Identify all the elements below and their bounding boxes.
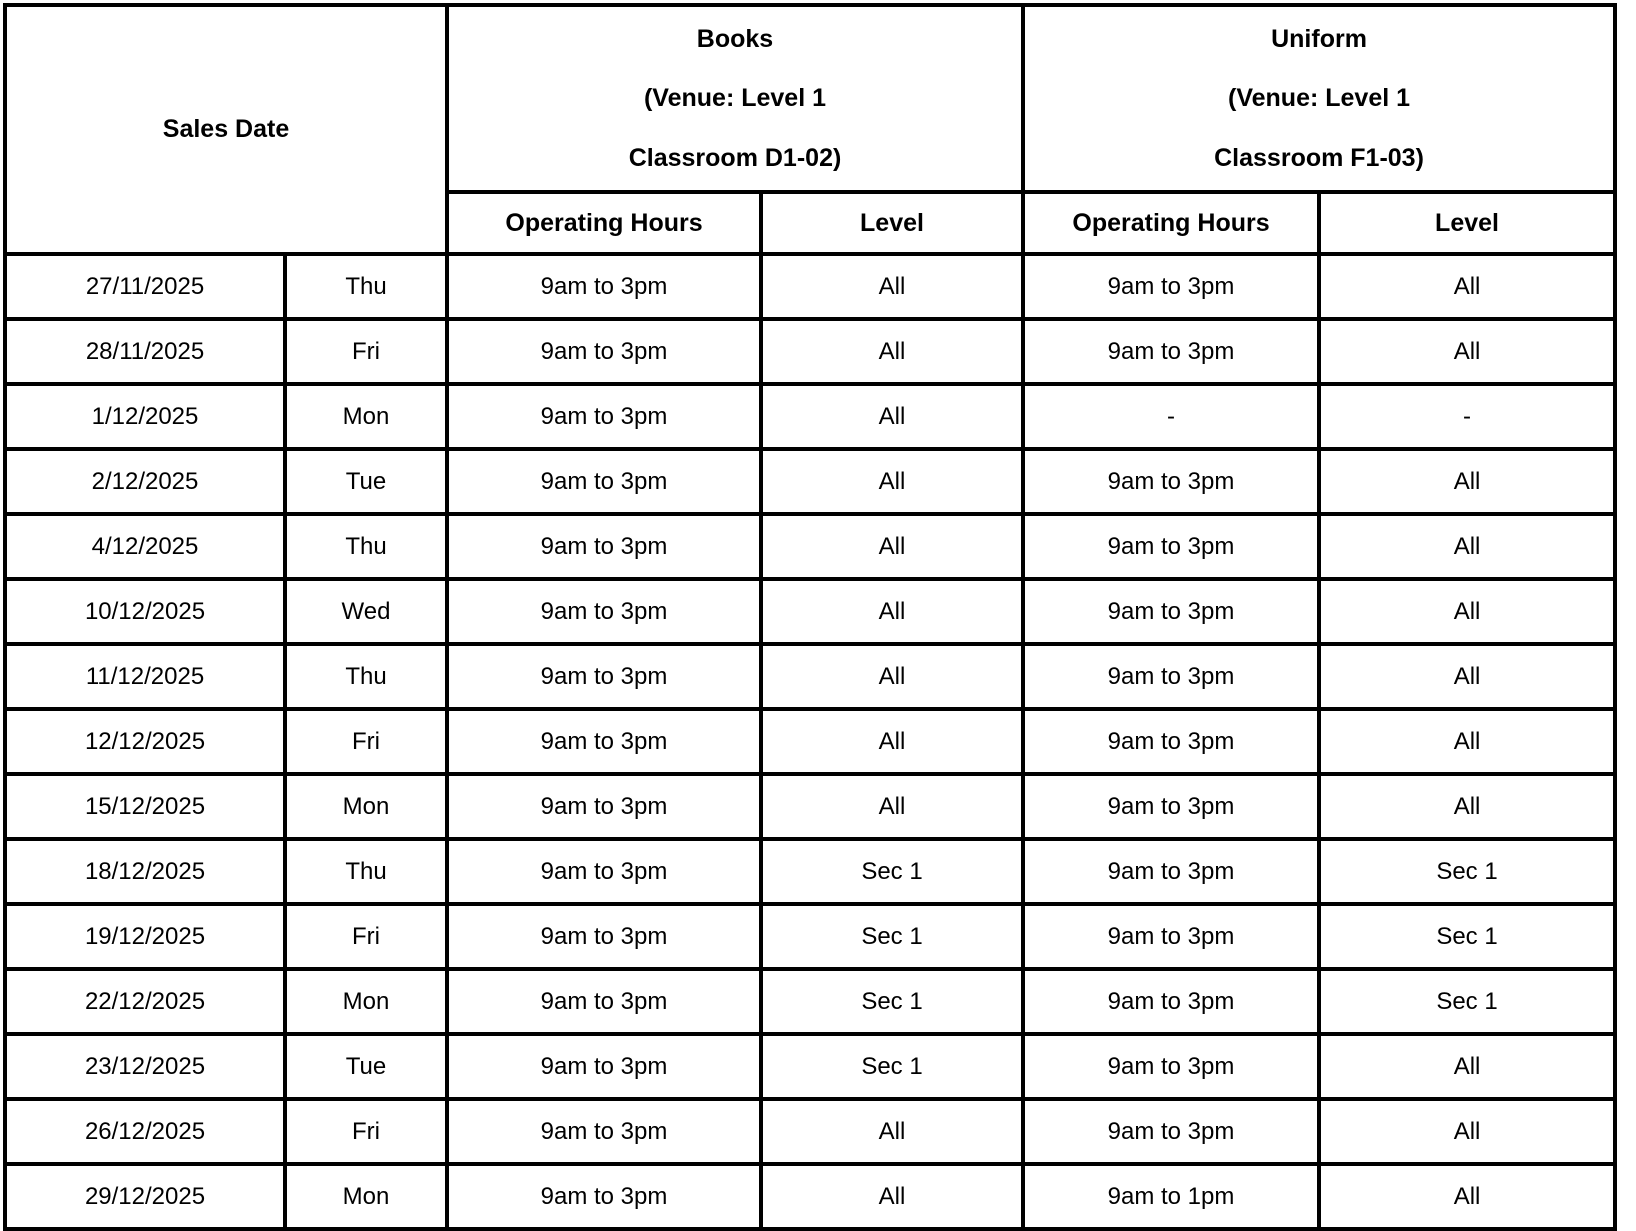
cell-day: Mon <box>285 384 447 449</box>
cell-books-level: Sec 1 <box>761 1034 1023 1099</box>
cell-uniform-operating-hours: 9am to 3pm <box>1023 969 1319 1034</box>
cell-books-operating-hours: 9am to 3pm <box>447 384 761 449</box>
cell-sales-date: 19/12/2025 <box>5 904 285 969</box>
header-sales-date <box>5 5 447 254</box>
cell-day: Tue <box>285 1034 447 1099</box>
cell-uniform-level: All <box>1319 514 1615 579</box>
sales-schedule-table <box>3 3 1617 1231</box>
cell-sales-date: 12/12/2025 <box>5 709 285 774</box>
cell-books-operating-hours: 9am to 3pm <box>447 514 761 579</box>
table-row <box>5 709 1615 774</box>
cell-sales-date: 15/12/2025 <box>5 774 285 839</box>
cell-day: Wed <box>285 579 447 644</box>
cell-books-operating-hours: 9am to 3pm <box>447 1034 761 1099</box>
header-books-operating-hours: Operating Hours <box>447 192 761 254</box>
cell-books-operating-hours: 9am to 3pm <box>447 709 761 774</box>
cell-books-level: All <box>761 644 1023 709</box>
cell-books-level: All <box>761 774 1023 839</box>
cell-sales-date: 23/12/2025 <box>5 1034 285 1099</box>
cell-uniform-operating-hours: - <box>1023 384 1319 449</box>
table-row <box>5 969 1615 1034</box>
cell-books-level: All <box>761 449 1023 514</box>
cell-day: Fri <box>285 1099 447 1164</box>
cell-uniform-level: All <box>1319 644 1615 709</box>
cell-uniform-level: Sec 1 <box>1319 969 1615 1034</box>
cell-books-level: All <box>761 1164 1023 1229</box>
table-row <box>5 514 1615 579</box>
cell-uniform-operating-hours: 9am to 3pm <box>1023 904 1319 969</box>
cell-sales-date: 29/12/2025 <box>5 1164 285 1229</box>
cell-books-operating-hours: 9am to 3pm <box>447 1164 761 1229</box>
cell-sales-date: 4/12/2025 <box>5 514 285 579</box>
cell-uniform-level: All <box>1319 254 1615 319</box>
cell-books-level: All <box>761 709 1023 774</box>
header-group-uniform <box>1023 5 1615 192</box>
table-row <box>5 774 1615 839</box>
table-header <box>5 5 1615 254</box>
table-row <box>5 384 1615 449</box>
cell-sales-date: 26/12/2025 <box>5 1099 285 1164</box>
cell-uniform-operating-hours: 9am to 3pm <box>1023 774 1319 839</box>
cell-uniform-level: - <box>1319 384 1615 449</box>
table-row <box>5 1034 1615 1099</box>
cell-books-operating-hours: 9am to 3pm <box>447 904 761 969</box>
cell-uniform-operating-hours: 9am to 3pm <box>1023 579 1319 644</box>
cell-sales-date: 2/12/2025 <box>5 449 285 514</box>
cell-uniform-operating-hours: 9am to 3pm <box>1023 1099 1319 1164</box>
header-group-books-venue-line2: Classroom D1-02) <box>628 143 842 172</box>
cell-uniform-operating-hours: 9am to 3pm <box>1023 644 1319 709</box>
cell-books-operating-hours: 9am to 3pm <box>447 449 761 514</box>
cell-uniform-level: All <box>1319 319 1615 384</box>
table-row <box>5 904 1615 969</box>
cell-books-level: All <box>761 254 1023 319</box>
cell-day: Fri <box>285 319 447 384</box>
cell-uniform-operating-hours: 9am to 1pm <box>1023 1164 1319 1229</box>
cell-sales-date: 27/11/2025 <box>5 254 285 319</box>
header-uniform-level: Level <box>1319 192 1615 254</box>
header-group-uniform-venue-line2: Classroom F1-03) <box>1214 143 1424 172</box>
table-body <box>5 254 1615 1229</box>
table-row <box>5 1099 1615 1164</box>
header-uniform-operating-hours: Operating Hours <box>1023 192 1319 254</box>
cell-sales-date: 10/12/2025 <box>5 579 285 644</box>
cell-day: Fri <box>285 904 447 969</box>
cell-books-operating-hours: 9am to 3pm <box>447 839 761 904</box>
cell-uniform-operating-hours: 9am to 3pm <box>1023 839 1319 904</box>
cell-day: Thu <box>285 644 447 709</box>
cell-day: Tue <box>285 449 447 514</box>
table-row <box>5 644 1615 709</box>
cell-uniform-operating-hours: 9am to 3pm <box>1023 319 1319 384</box>
cell-books-operating-hours: 9am to 3pm <box>447 579 761 644</box>
cell-day: Mon <box>285 1164 447 1229</box>
table-row <box>5 254 1615 319</box>
cell-books-operating-hours: 9am to 3pm <box>447 969 761 1034</box>
cell-uniform-operating-hours: 9am to 3pm <box>1023 449 1319 514</box>
cell-day: Thu <box>285 839 447 904</box>
cell-uniform-operating-hours: 9am to 3pm <box>1023 1034 1319 1099</box>
header-group-books <box>447 5 1023 192</box>
header-group-uniform-venue-line1: (Venue: Level 1 <box>1228 84 1411 113</box>
cell-uniform-level: Sec 1 <box>1319 904 1615 969</box>
cell-sales-date: 22/12/2025 <box>5 969 285 1034</box>
cell-uniform-level: All <box>1319 449 1615 514</box>
cell-sales-date: 18/12/2025 <box>5 839 285 904</box>
cell-books-operating-hours: 9am to 3pm <box>447 644 761 709</box>
cell-uniform-operating-hours: 9am to 3pm <box>1023 709 1319 774</box>
cell-day: Thu <box>285 514 447 579</box>
cell-books-level: All <box>761 384 1023 449</box>
header-sales-date-label: Sales Date <box>162 115 290 144</box>
header-books-level: Level <box>761 192 1023 254</box>
cell-day: Mon <box>285 969 447 1034</box>
cell-books-operating-hours: 9am to 3pm <box>447 319 761 384</box>
cell-uniform-operating-hours: 9am to 3pm <box>1023 254 1319 319</box>
header-group-books-venue-line1: (Venue: Level 1 <box>643 84 827 113</box>
cell-books-operating-hours: 9am to 3pm <box>447 1099 761 1164</box>
cell-sales-date: 1/12/2025 <box>5 384 285 449</box>
cell-day: Thu <box>285 254 447 319</box>
cell-books-level: Sec 1 <box>761 969 1023 1034</box>
cell-sales-date: 11/12/2025 <box>5 644 285 709</box>
cell-uniform-level: All <box>1319 774 1615 839</box>
cell-books-level: Sec 1 <box>761 839 1023 904</box>
table-row <box>5 449 1615 514</box>
table-row <box>5 579 1615 644</box>
header-group-uniform-name: Uniform <box>1271 25 1367 54</box>
table-row <box>5 1164 1615 1229</box>
cell-uniform-level: All <box>1319 579 1615 644</box>
cell-uniform-level: All <box>1319 709 1615 774</box>
cell-sales-date: 28/11/2025 <box>5 319 285 384</box>
cell-day: Mon <box>285 774 447 839</box>
cell-uniform-operating-hours: 9am to 3pm <box>1023 514 1319 579</box>
cell-uniform-level: All <box>1319 1034 1615 1099</box>
cell-uniform-level: All <box>1319 1099 1615 1164</box>
cell-books-level: All <box>761 319 1023 384</box>
header-row-groups <box>5 5 1615 192</box>
cell-uniform-level: Sec 1 <box>1319 839 1615 904</box>
cell-day: Fri <box>285 709 447 774</box>
header-group-books-name: Books <box>696 25 774 54</box>
cell-books-level: Sec 1 <box>761 904 1023 969</box>
cell-books-operating-hours: 9am to 3pm <box>447 254 761 319</box>
cell-books-level: All <box>761 579 1023 644</box>
table-row <box>5 839 1615 904</box>
table-row <box>5 319 1615 384</box>
cell-books-operating-hours: 9am to 3pm <box>447 774 761 839</box>
cell-books-level: All <box>761 1099 1023 1164</box>
cell-books-level: All <box>761 514 1023 579</box>
cell-uniform-level: All <box>1319 1164 1615 1229</box>
